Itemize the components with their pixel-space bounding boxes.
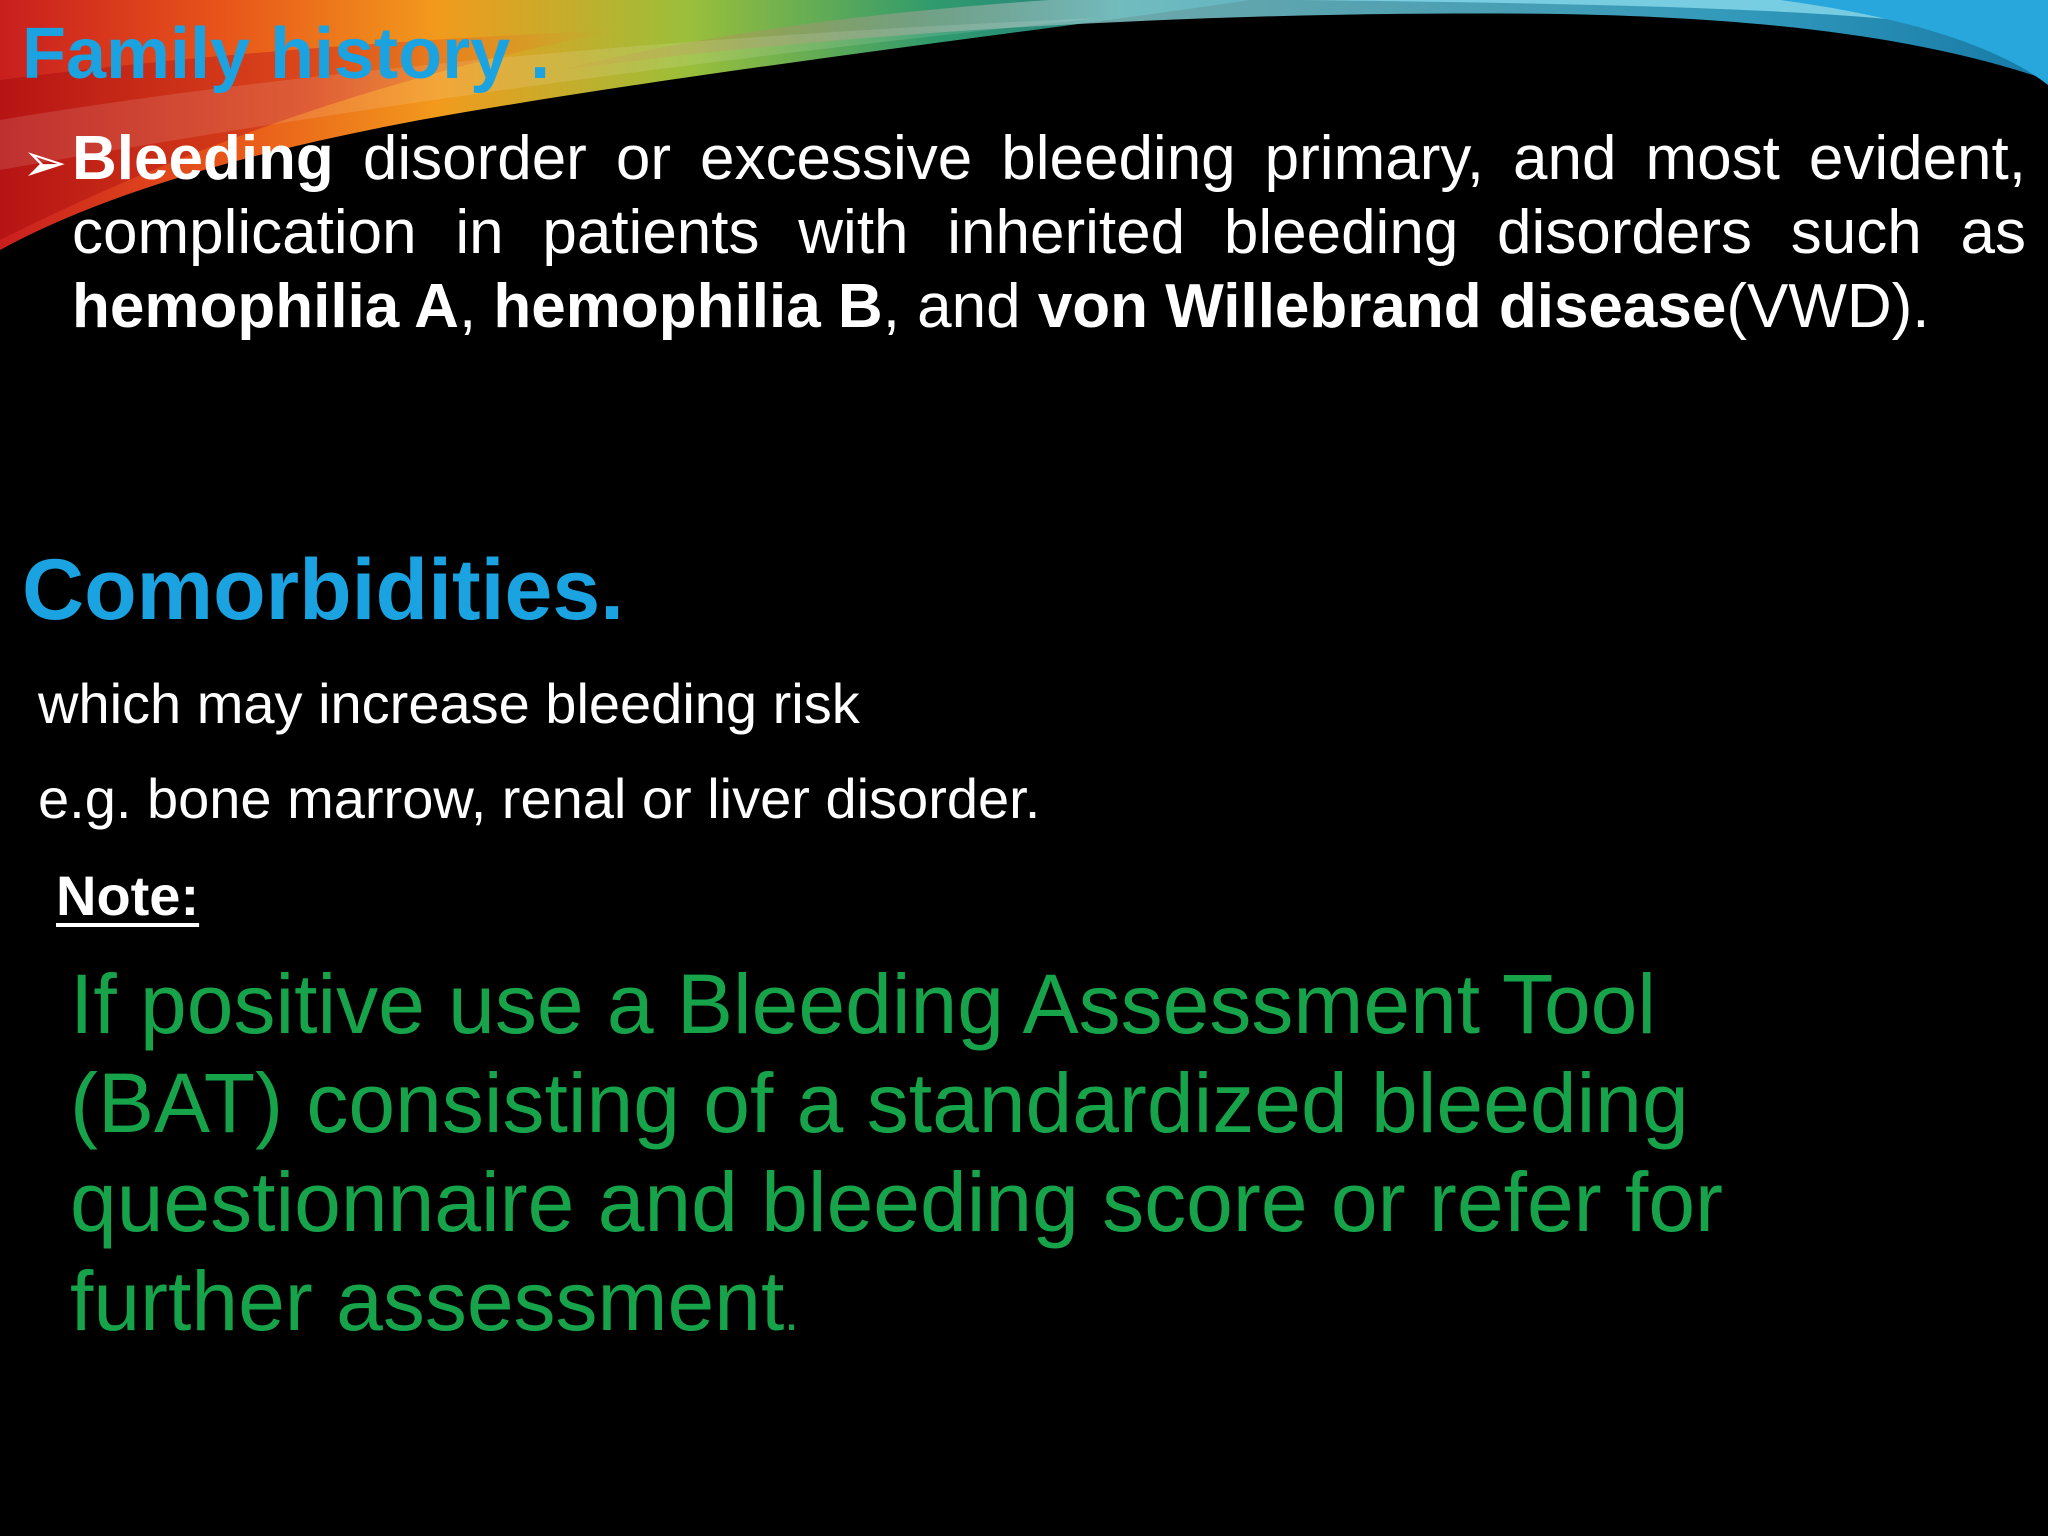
note-line-4-text: further assessment xyxy=(70,1254,785,1348)
note-line-3: questionnaire and bleeding score or refer for xyxy=(70,1155,1724,1249)
term-bleeding: Bleeding xyxy=(72,124,334,193)
note-line-1: If positive use a Bleeding Assessment Tool xyxy=(70,957,1657,1051)
note-line-2: (BAT) consisting of a standardized bleeding xyxy=(70,1056,1689,1150)
bullet-text-4: (VWD). xyxy=(1726,272,1930,341)
comorbidities-line-2: e.g. bone marrow, renal or liver disorder. xyxy=(38,767,1041,830)
arrow-bullet-icon: ➢ xyxy=(22,133,68,193)
note-line-4 xyxy=(70,1252,1970,1363)
bullet-text-2: , xyxy=(458,272,494,341)
note-body xyxy=(70,955,1970,1363)
comorbidities-line-1: which may increase bleeding risk xyxy=(38,672,860,735)
bullet-text-3: , and xyxy=(882,272,1038,341)
bullet-text-1: disorder or excessive bleeding primary, and most evident, complication in patients with inherited bleeding disorders such as xyxy=(72,124,2026,267)
term-hemophilia-a: hemophilia A xyxy=(72,272,459,341)
note-final-dot: . xyxy=(784,1284,799,1342)
term-von-willebrand: von Willebrand disease xyxy=(1037,272,1727,341)
term-hemophilia-b: hemophilia B xyxy=(493,272,883,341)
family-history-bullet xyxy=(22,122,2026,344)
bullet-paragraph xyxy=(72,122,2026,344)
note-label: Note: xyxy=(56,864,200,927)
comorbidities-heading: Comorbidities. xyxy=(22,542,625,638)
family-history-heading: Family history . xyxy=(22,14,551,94)
